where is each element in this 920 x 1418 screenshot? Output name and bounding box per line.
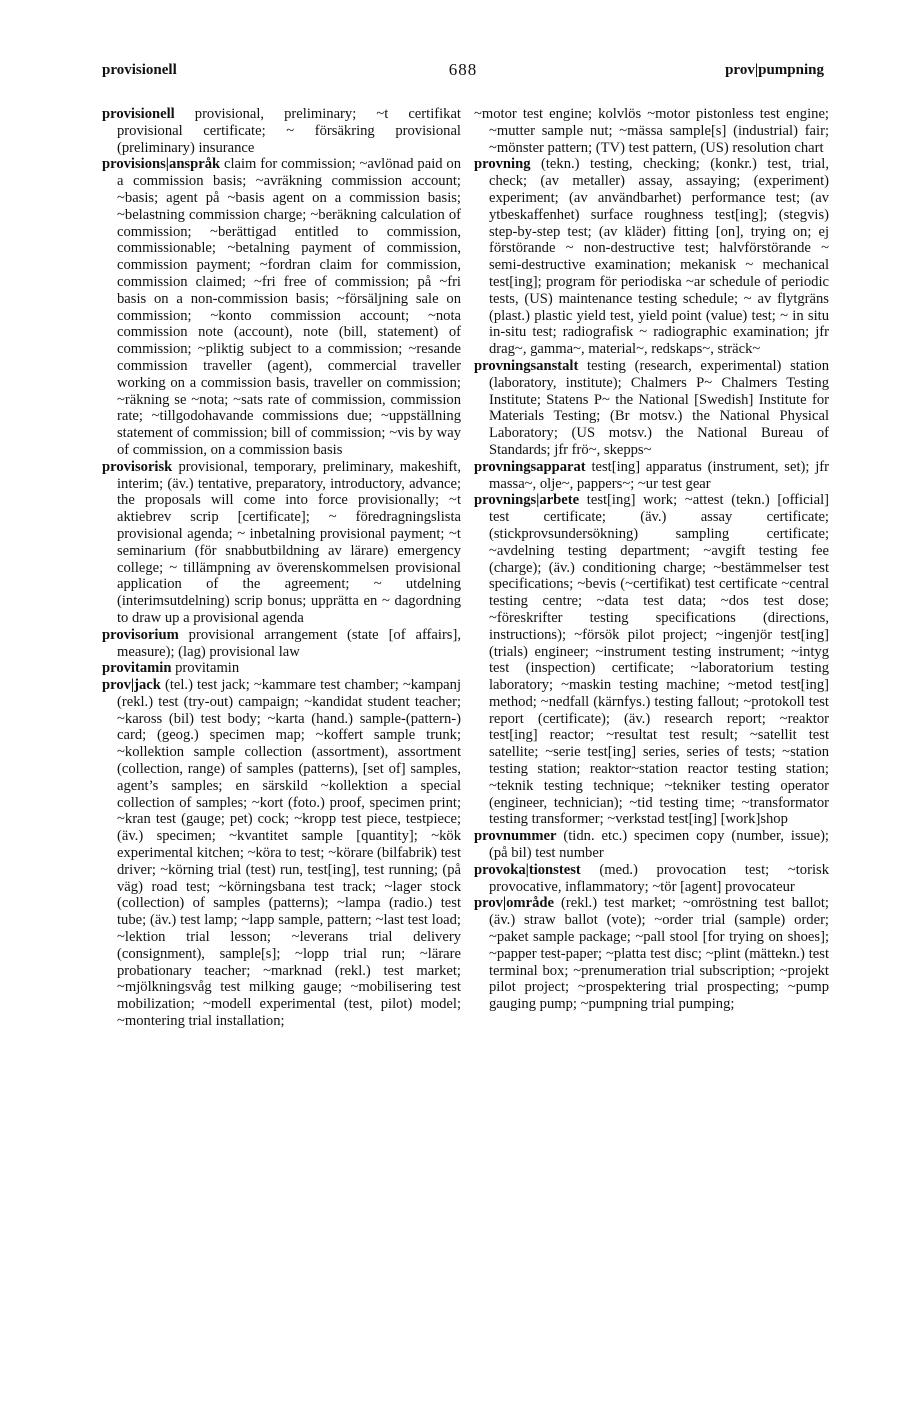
dictionary-entry [102, 660, 461, 677]
entry-body: ~motor test engine; kolvlös ~motor pistonless test engine; ~mutter sample nut; ~mässa sample[s] (industrial) fair; ~mönster pattern; (TV) test pattern, (US) resolution chart [474, 106, 829, 156]
entry-body: provisional, preliminary; ~t certifikat provisional certificate; ~ försäkring provisional (preliminary) insurance [117, 106, 461, 156]
dictionary-entry [474, 492, 829, 828]
dictionary-entry [102, 627, 461, 661]
entry-headword: provisorisk [102, 458, 173, 475]
entry-headword: provnings|arbete [474, 492, 580, 509]
dictionary-entry [102, 106, 461, 156]
entry-headword: provnummer [474, 828, 557, 845]
left-column [102, 106, 461, 1030]
entry-headword: provningsapparat [474, 458, 586, 475]
entry-headword: provitamin [102, 660, 172, 677]
entry-headword: prov|område [474, 895, 554, 912]
dictionary-entry [474, 459, 829, 493]
dictionary-entry [102, 677, 461, 1030]
entry-headword: provning [474, 156, 531, 173]
entry-headword: provoka|tionstest [474, 861, 581, 878]
entry-body: test[ing] work; ~attest (tekn.) [official] test certificate; (äv.) assay certificate; (stickprovsundersökning) sampling certificate; ~avdelning testing department; ~avgift testing fee (charge); (äv.) conditioning charge; ~bestämmelser test specifications; ~bevis (~certifikat) test certificate ~central testing centre; ~data test data; ~dos test dose; ~föreskrifter testing specifications (directions, instructions); ~försök pilot project; ~ingenjör test[ing] (trials) engineer; ~instrument testing instrument; ~intyg test (inspection) certificate; ~laboratorium testing laboratory; ~maskin testing machine; ~metod test[ing] method; ~nedfall (kärnfys.) testing fallout; ~protokoll test report (certificate); (äv.) research report; ~reaktor test[ing] reactor; ~resultat test result; ~satellit test satellite; ~serie test[ing] series, series of tests; ~station testing station; reaktor~station reactor testing station; ~teknik testing technique; ~tekniker testing operator (engineer, technician); ~tid testing time; ~transformator testing transformer; ~verkstad test[ing] [work]shop [489, 492, 829, 828]
entry-headword: provisions|anspråk [102, 156, 221, 173]
dictionary-entry [474, 358, 829, 459]
entry-body: provitamin [171, 660, 240, 677]
running-head [102, 62, 824, 86]
dictionary-entry [102, 156, 461, 458]
guide-word-left: provisionell [102, 62, 177, 78]
dictionary-entry [102, 459, 461, 627]
entry-body: (med.) provocation test; ~torisk provocative, inflammatory; ~tör [agent] provocateur [489, 861, 829, 895]
page-number: 688 [448, 60, 478, 79]
entry-body: test[ing] apparatus (instrument, set); jfr massa~, olje~, pappers~; ~ur test gear [489, 458, 829, 492]
entry-headword: prov|jack [102, 677, 161, 694]
entry-body: (tekn.) testing, checking; (konkr.) test, trial, check; (av metaller) assay, assaying; (experiment) experiment; (av användbarhet) performance test; (av ytbeskaffenhet) surface roughness test[ing]; (stegvis) step-by-step test; (av kläder) fitting [on], trying on; ej förstörande ~ non-destructive test; halvförstörande ~ semi-destructive examination; mekanisk ~ mechanical test[ing]; program för periodiska ~ar schedule of periodic tests, (US) maintenance testing schedule; ~ av flytgräns (plast.) plastic yield test, yield point (value) test; ~ in situ in-situ test; radiografisk ~ radiographic examination; jfr drag~, gamma~, material~, redskaps~, sträck~ [489, 156, 829, 358]
guide-word-right: prov|pumpning [725, 62, 824, 78]
entry-body: provisional arrangement (state [of affairs], measure); (lag) provisional law [117, 626, 461, 660]
dictionary-entry-continuation [474, 106, 829, 156]
dictionary-entry [474, 862, 829, 896]
entry-headword: provisionell [102, 106, 175, 122]
entry-headword: provningsanstalt [474, 357, 579, 374]
entry-body: provisional, temporary, preliminary, makeshift, interim; (äv.) tentative, preparatory, introductory, advance; the proposals will come into force provisionally; ~t aktiebrev scrip [certificate]; ~ föredragningslista provisional agenda; ~ inbetalning provisional payment; ~t seminarium (för snabbutbildning av lärare) emergency college; ~ tillämpning av överenskommelsen provisional application of the agreement; ~ utdelning (interimsutdelning) scrip bonus; upprätta en ~ dagordning to draw up a provisional agenda [117, 458, 461, 626]
entry-headword: provisorium [102, 626, 179, 643]
dictionary-entry [474, 895, 829, 1013]
entry-body: claim for commission; ~avlönad paid on a commission basis; ~avräkning commission account; ~basis; agent på ~basis agent on a commission basis; ~belastning commission charge; ~beräkning calculation of commission; ~berättigad entitled to commission, commissionable; ~betalning payment of commission, commission payment; ~fordran claim for commission, commission claimed; ~fri free of commission; på ~fri basis on a non-commission basis; ~försäljning sale on commission; ~konto commission account; ~nota commission note (account), note (bill, statement) of commission; ~pliktig subject to a commission; ~resande commission traveller (agent), commercial traveller working on a commission basis, traveller on commission; ~räkning se ~nota; ~sats rate of commission, commission rate; ~tillgodohavande commissions due; ~uppställning statement of commission; bill of commission; ~vis by way of commission, on a commission basis [117, 156, 461, 458]
entry-body: (rekl.) test market; ~omröstning test ballot; (äv.) straw ballot (vote); ~order trial (sample) order; ~paket sample package; ~pall stool [for trying on shoes]; ~papper test-paper; ~platta test disc; ~plint (mättekn.) test terminal box; ~prenumeration trial subscription; ~projekt pilot project; ~prospektering trial prospecting; ~pump gauging pump; ~pumpning trial pumping; [489, 895, 829, 1013]
entry-body: testing (research, experimental) station (laboratory, institute); Chalmers P~ Chalmers Testing Institute; Statens P~ the National [Swedish] Institute for Materials Testing; (Br motsv.) the National Physical Laboratory; (US motsv.) the National Bureau of Standards; jfr frö~, skepps~ [489, 357, 829, 458]
right-column [474, 106, 829, 1013]
dictionary-entry [474, 156, 829, 358]
entry-body: (tidn. etc.) specimen copy (number, issue); (på bil) test number [489, 828, 829, 862]
entry-body: (tel.) test jack; ~kammare test chamber; ~kampanj (rekl.) test (try-out) campaign; ~kandidat student teacher; ~kaross (bil) test body; ~karta (hand.) sample-(pattern-) card; (geog.) specimen map; ~koffert sample trunk; ~kollektion sample collection (assortment), assortment (collection, range) of samples (patterns), [set of] samples, agent’s samples; en särskild ~kollektion a special collection of samples; ~kort (foto.) proof, specimen print; ~kran test (gauge; pet) cock; ~kropp test piece, testpiece; (äv.) specimen; ~kvantitet sample [quantity]; ~kök experimental kitchen; ~köra to test; ~körare (bilfabrik) test driver; ~körning trial (test) run, test[ing], test running; (på väg) road test; ~körningsbana test track; ~lager stock (collection) of samples (patterns); ~lampa (radio.) test tube; (äv.) test lamp; ~lapp sample, pattern; ~last test load; ~lektion trial lesson; ~leverans trial delivery (consignment), sample[s]; ~lopp trial run; ~lärare probationary teacher; ~marknad (rekl.) test market; ~mjölkningsvåg test milking gauge; ~mobilisering test mobilization; ~modell experimental (test, pilot) model; ~montering trial installation; [117, 677, 461, 1030]
dictionary-entry [474, 828, 829, 862]
